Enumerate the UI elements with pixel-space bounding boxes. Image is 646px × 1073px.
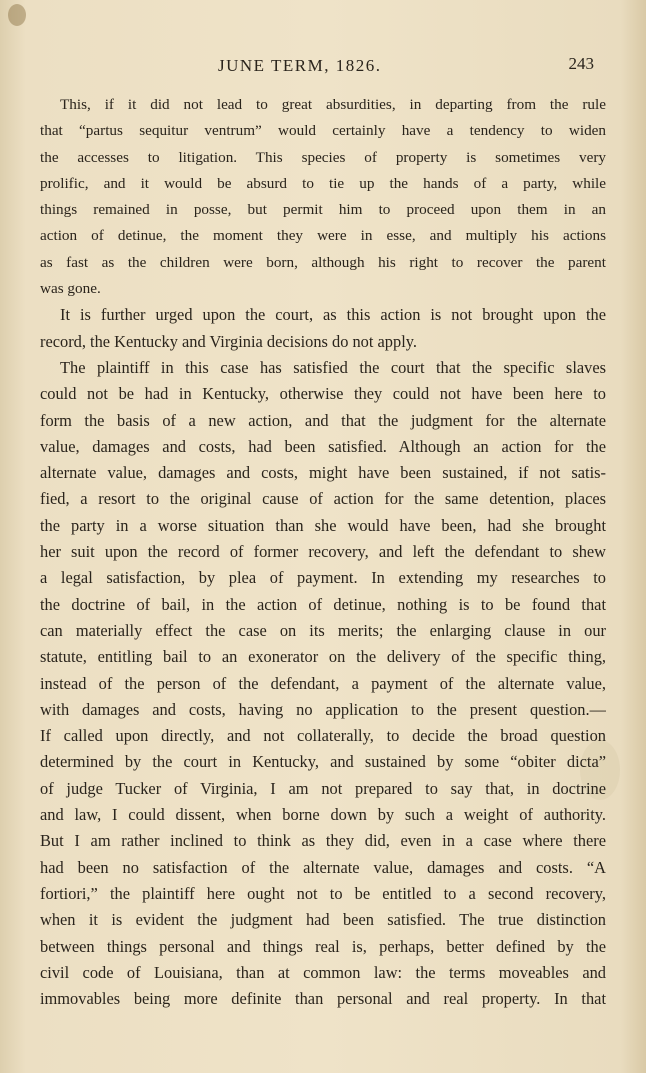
text-line: determined by the court in Kentucky, and sustained by some “obiter dicta” [40,752,606,772]
text-line: her suit upon the record of former recovery, and left the defendant to shew [40,542,606,562]
paragraph [40,302,606,355]
text-line: had been no satisfaction of the alternate value, damages and costs. “A [40,857,606,877]
page-header [0,54,646,80]
text-line: the accesses to litigation. This species of property is sometimes very [40,148,606,166]
page-stain [8,4,26,26]
text-line: and law, I could dissent, when borne down by such a weight of authority. [40,805,606,825]
text-line: the party in a worse situation than she would have been, had she brought [40,515,606,535]
text-line: value, damages and costs, had been satisfied. Although an action for the [40,436,606,456]
text-line: It is further urged upon the court, as this action is not brought upon the [60,305,606,325]
page-number: 243 [568,54,594,73]
text-line: fortiori,” the plaintiff here ought not to be entitled to a second recovery, [40,883,606,903]
text-line: that “partus sequitur ventrum” would certainly have a tendency to widen [40,122,606,140]
text-line: action of detinue, the moment they were in esse, and multiply his actions [40,227,606,245]
text-line: prolific, and it would be absurd to tie up the hands of a party, while [40,174,606,192]
paragraph [40,355,606,1012]
text-line: as fast as the children were born, although his right to recover the parent [40,253,606,271]
text-line: things remained in posse, but permit him to proceed upon them in an [40,201,606,219]
page-body [40,92,606,1012]
text-line: between things personal and things real is, perhaps, better defined by the [40,936,606,956]
text-line: instead of the person of the defendant, a payment of the alternate value, [40,673,606,693]
text-line: This, if it did not lead to great absurdities, in departing from the rule [60,96,606,113]
text-line: If called upon directly, and not collaterally, to decide the broad question [40,726,606,746]
text-line: fied, a resort to the original cause of action for the same detention, places [40,489,606,509]
running-head: JUNE TERM, 1826. [218,56,382,75]
text-line: the doctrine of bail, in the action of detinue, nothing is to be found that [40,594,606,614]
text-line: could not be had in Kentucky, otherwise they could not have been here to [40,384,606,404]
text-line: The plaintiff in this case has satisfied the court that the specific slaves [60,357,606,377]
text-line: with damages and costs, having no application to the present question.— [40,699,606,719]
text-line: form the basis of a new action, and that the judgment for the alternate [40,410,606,430]
text-line: of judge Tucker of Virginia, I am not prepared to say that, in doctrine [40,778,606,798]
text-line: was gone. [40,280,101,298]
text-line: record, the Kentucky and Virginia decisions do not apply. [40,331,417,351]
text-line: statute, entitling bail to an exonerator on the delivery of the specific thing, [40,647,606,667]
text-line: can materially effect the case on its merits; the enlarging clause in our [40,620,606,640]
text-line: immovables being more definite than personal and real property. In that [40,989,606,1009]
text-line: when it is evident the judgment had been satisfied. The true distinction [40,910,606,930]
text-line: alternate value, damages and costs, might have been sustained, if not satis- [40,463,606,483]
text-line: civil code of Louisiana, than at common law: the terms moveables and [40,962,606,982]
paragraph [40,92,606,302]
text-line: But I am rather inclined to think as they did, even in a case where there [40,831,606,851]
text-line: a legal satisfaction, by plea of payment. In extending my researches to [40,568,606,588]
